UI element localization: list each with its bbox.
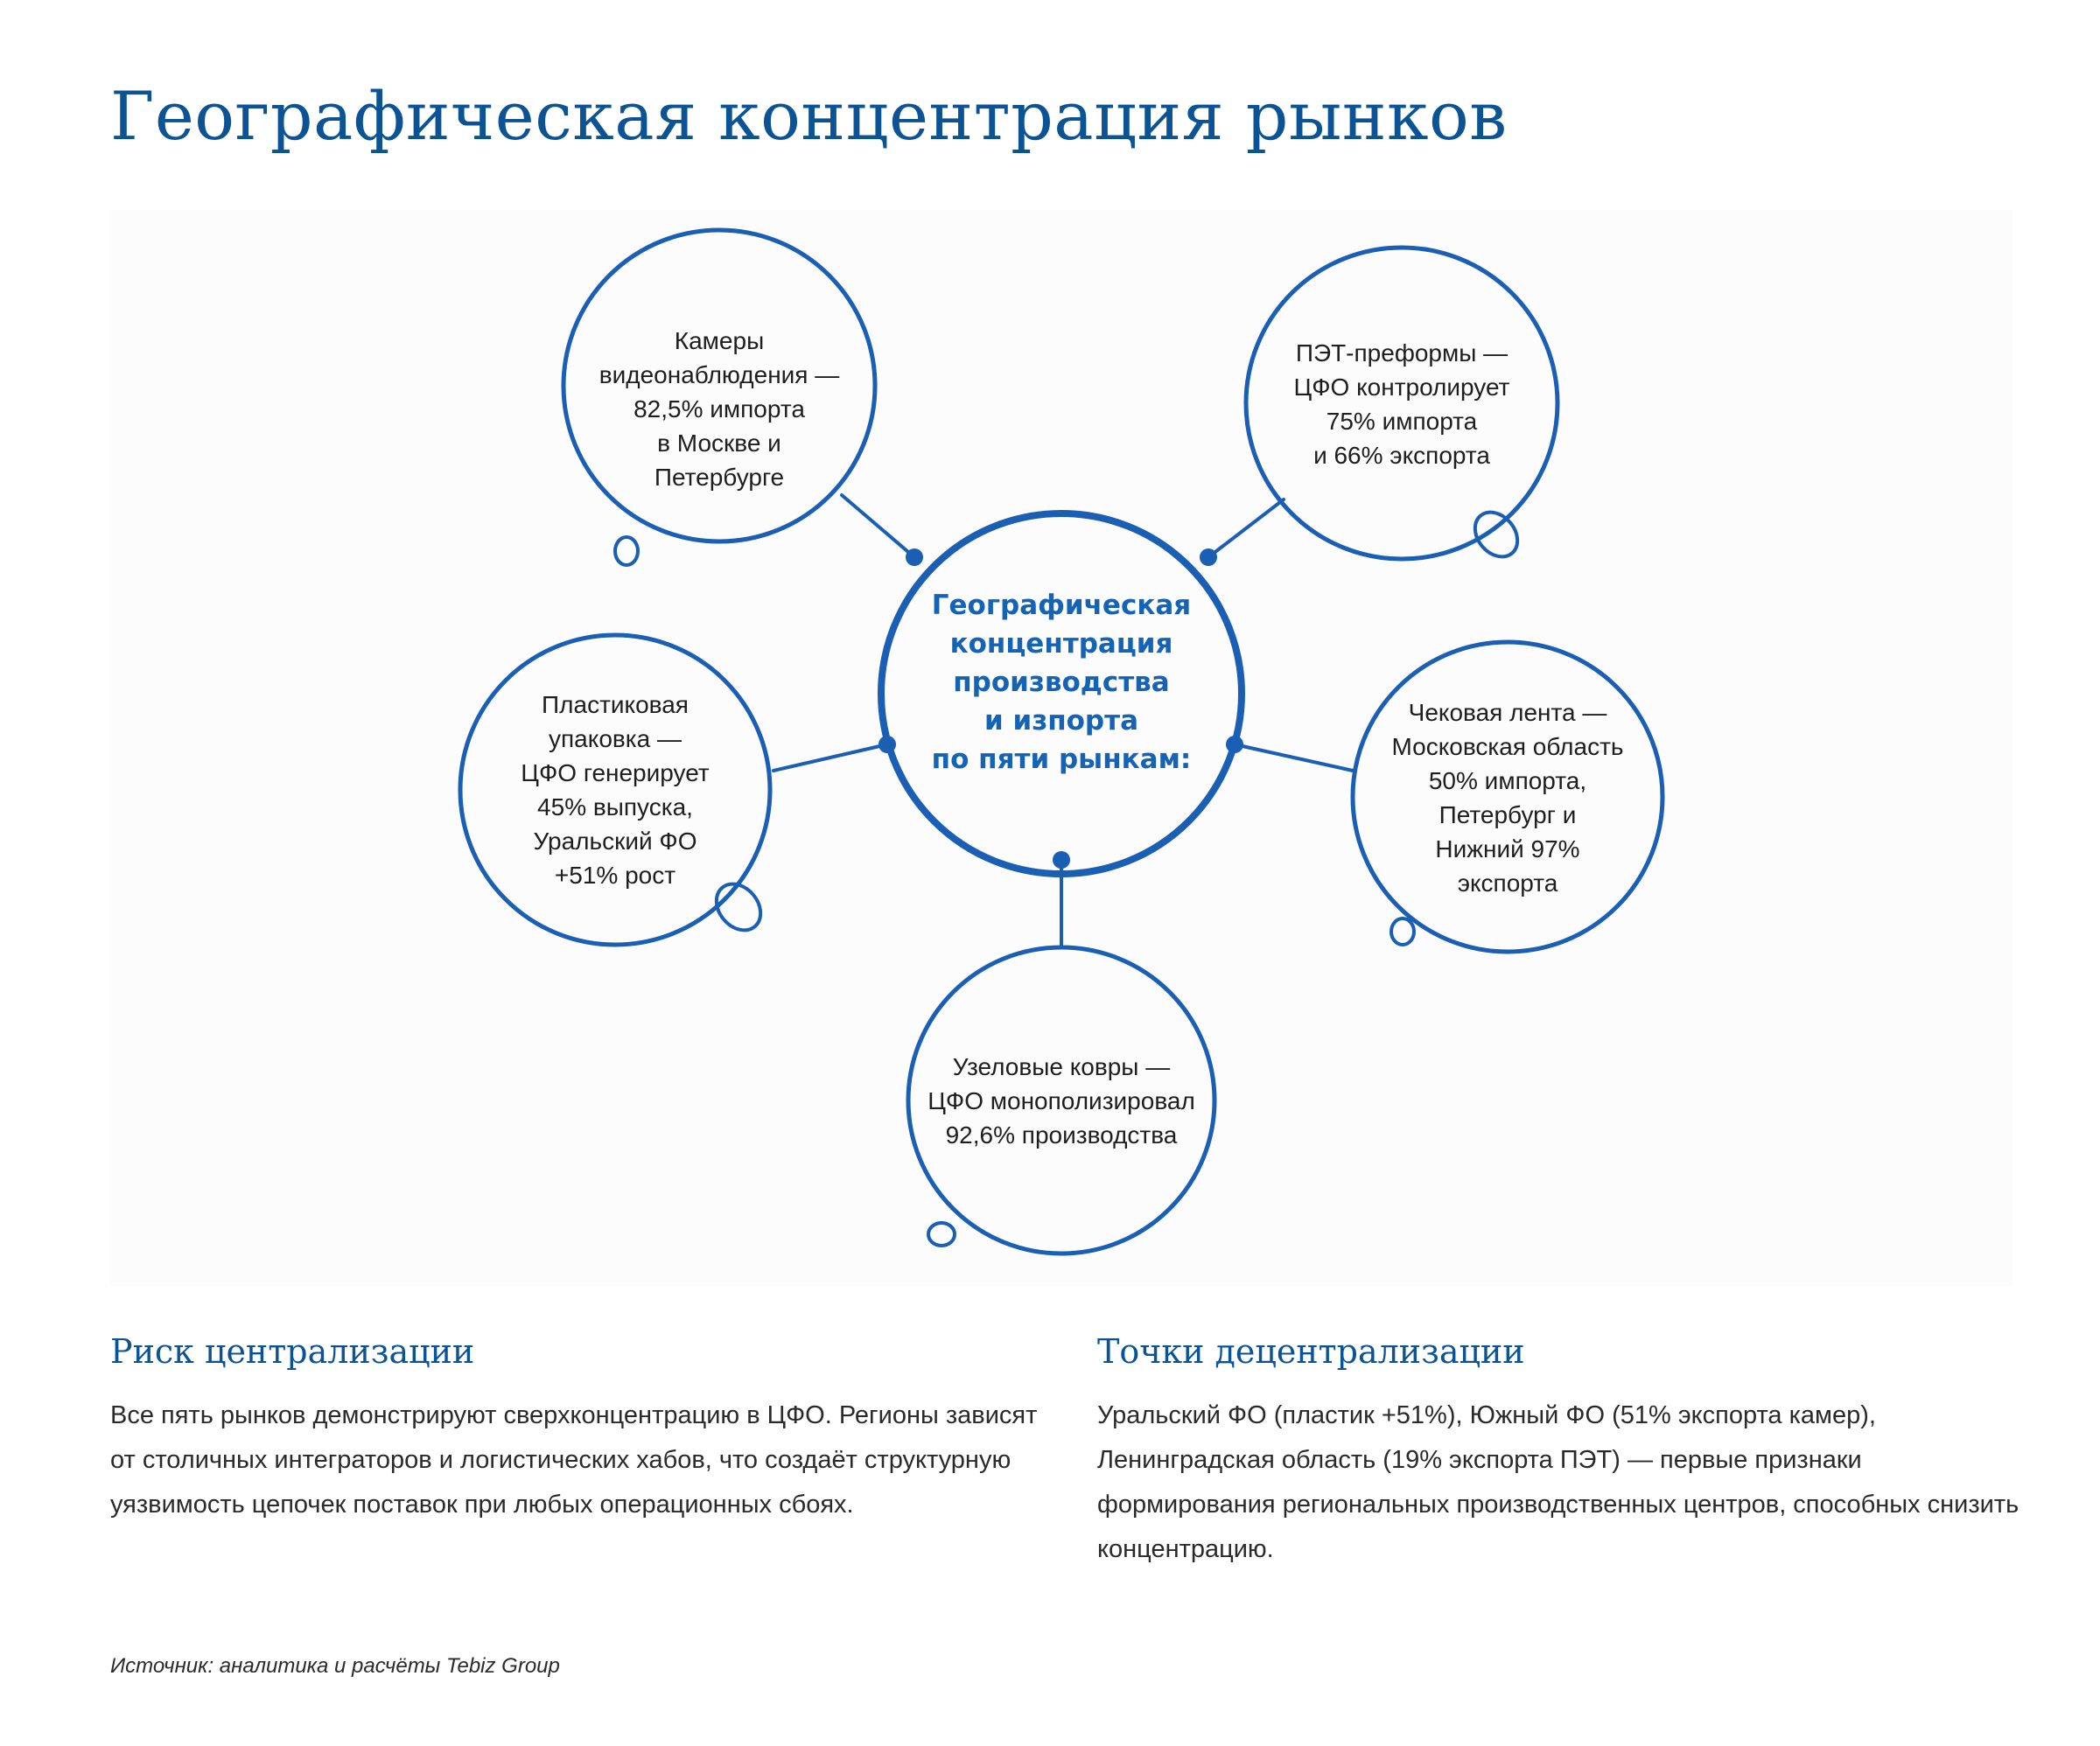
node-cameras: Камеры видеонаблюдения — 82,5% импорта в Москве и Петербурге — [598, 327, 840, 491]
loop-pet — [1466, 504, 1526, 565]
risk-heading: Риск централизации — [110, 1332, 475, 1371]
connector-plastic — [774, 744, 887, 771]
node-pet: ПЭТ-преформы — ЦФО контролирует 75% импорта и 66% экспорта — [1293, 339, 1510, 469]
loop-carpets — [928, 1223, 955, 1246]
source-note: Источник: аналитика и расчёты Tebiz Group — [110, 1654, 560, 1678]
risk-section — [110, 1325, 1038, 1527]
diagram-image — [110, 210, 2012, 1286]
node-carpets: Узеловые ковры — ЦФО монополизировал 92,6% производства — [928, 1053, 1195, 1149]
junction-dot-plastic — [878, 736, 896, 753]
junction-dot-carpets — [1053, 851, 1070, 869]
center-label: Географическая концентрация производства и изпорта по пяти рынкам: — [931, 590, 1192, 775]
decentralization-section — [1097, 1325, 2025, 1572]
decentralization-heading: Точки децентрализации — [1097, 1332, 1525, 1371]
decentralization-text: Уральский ФО (пластик +51%), Южный ФО (51% экспорта камер), Ленинградская область (19% экспорта ПЭТ) — первые признаки формирования региональных производственных центров, способных снизить концентрацию. — [1097, 1401, 2020, 1563]
connector-pet — [1208, 499, 1284, 557]
connector-cameras — [842, 495, 914, 557]
page-title: Географическая концентрация рынков — [110, 77, 1508, 155]
connector-receipt — [1235, 744, 1353, 771]
junction-dot-pet — [1200, 548, 1217, 566]
loop-receipt — [1391, 918, 1414, 945]
junction-dot-cameras — [906, 548, 923, 566]
junction-dot-receipt — [1226, 736, 1243, 753]
loop-cameras — [615, 537, 638, 565]
node-receipt: Чековая лента — Московская область 50% импорта, Петербург и Нижний 97% экспорта — [1391, 699, 1624, 897]
node-plastic: Пластиковая упаковка — ЦФО генерирует 45% выпуска, Уральский ФО +51% рост — [521, 691, 710, 889]
risk-text: Все пять рынков демонстрируют сверхконцентрацию в ЦФО. Регионы зависят от столичных интеграторов и логистических хабов, что создаёт структурную уязвимость цепочек поставок при любых операционных сбоях. — [110, 1401, 1038, 1519]
